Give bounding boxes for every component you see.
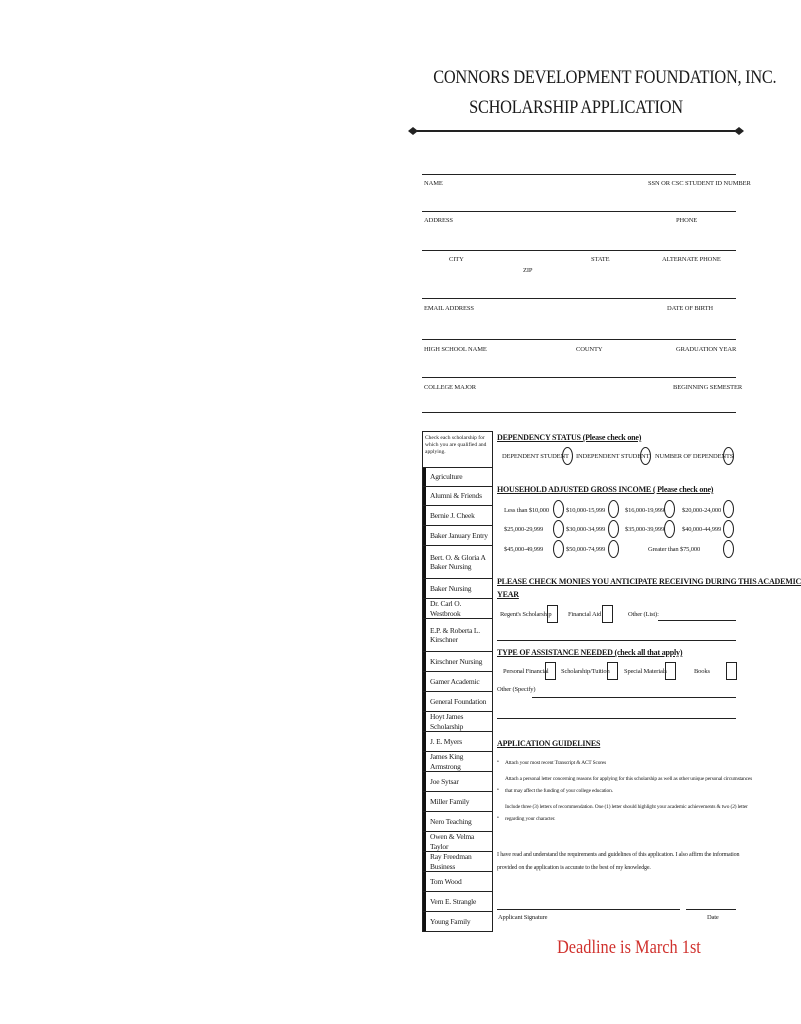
scholarship-item-owen-velma-taylor[interactable]: Owen & Velma Taylor [423,831,492,851]
signature-line [497,909,680,910]
income-option-label: Greater than $75,000 [648,546,701,553]
bullet-icon: • [497,759,499,765]
bullet-icon: • [497,815,499,821]
signature-input[interactable] [497,896,677,908]
regents-scholarship-checkbox[interactable] [547,605,558,623]
applicant-signature-label: Applicant Signature [498,914,548,921]
scholarship-item-vern-strangle[interactable]: Vern E. Strangle [423,891,492,911]
state-label: STATE [591,256,610,263]
income-radio[interactable] [664,520,675,538]
income-heading: HOUSEHOLD ADJUSTED GROSS INCOME ( Please check one) [497,485,714,494]
other-specify-label: Other (Specify) [497,686,536,693]
regents-scholarship-label: Regent's Scholarship [500,611,552,618]
income-radio[interactable] [608,520,619,538]
assistance-heading: TYPE OF ASSISTANCE NEEDED (check all that apply) [497,648,683,657]
monies-heading: PLEASE CHECK MONIES YOU ANTICIPATE RECEIVING DURING THIS ACADEMIC [497,577,801,586]
books-label: Books [694,668,710,675]
scholarship-list [422,431,493,932]
affirmation-text-cont: provided on the application is accurate to the best of my knowledge. [497,865,651,871]
personal-financial-checkbox[interactable] [545,662,556,680]
college-major-input[interactable] [424,398,724,410]
affirmation-text: I have read and understand the requirements and guidelines of this application. I also affirm the information [497,852,740,858]
high-school-input[interactable] [424,362,724,374]
field-line [658,620,736,621]
guidelines-heading: APPLICATION GUIDELINES [497,739,601,748]
scholarship-item-young-family[interactable]: Young Family [423,911,492,931]
scholarship-item-je-myers[interactable]: J. E. Myers [423,731,492,751]
other-list-label: Other (List): [628,611,659,618]
dependent-student-label: DEPENDENT STUDENT [502,453,569,460]
scholarship-item-miller-family[interactable]: Miller Family [423,791,492,811]
field-line [422,339,736,340]
ssn-label: SSN OR CSC STUDENT ID NUMBER [648,180,751,187]
income-option-label: Less than $10,000 [504,507,549,514]
income-option-label: $35,000-39,999 [625,526,665,533]
phone-label: PHONE [676,217,698,224]
income-radio[interactable] [553,520,564,538]
scholarship-item-james-king-armstrong[interactable]: James King Armstrong [423,751,492,771]
field-line [422,250,736,251]
scholarship-item-westbrook[interactable]: Dr. Carl O. Westbrook [423,598,492,618]
income-radio[interactable] [664,500,675,518]
city-state-zip-input[interactable] [424,283,724,295]
form-subtitle: SCHOLARSHIP APPLICATION [469,97,683,118]
scholarship-item-baker-nursing[interactable]: Baker Nursing [423,578,492,598]
income-option-label: $45,000-49,999 [504,546,544,553]
high-school-label: HIGH SCHOOL NAME [424,346,487,353]
personal-financial-label: Personal Financial [503,668,549,675]
scholarship-item-kirschner-nursing[interactable]: Kirschner Nursing [423,651,492,671]
scholarship-item-bert-gloria-baker[interactable]: Bert. O. & Gloria A Baker Nursing [423,545,492,578]
monies-heading-cont: YEAR [497,590,519,599]
field-line [422,377,736,378]
independent-student-label: INDEPENDENT STUDENT [576,453,650,460]
income-radio[interactable] [553,500,564,518]
bullet-icon: • [497,787,499,793]
zip-label: ZIP [523,267,533,274]
college-major-label: COLLEGE MAJOR [424,384,476,391]
scholarship-item-tom-wood[interactable]: Tom Wood [423,871,492,891]
other-specify-input[interactable] [534,684,734,696]
income-option-label: $25,000-29,999 [504,526,544,533]
guideline-letter: Attach a personal letter concerning reasons for applying for this scholarship as well as other unique personal circumstances [505,776,753,782]
field-line [532,697,736,698]
field-line [422,298,736,299]
special-materials-label: Special Materials [624,668,667,675]
scholarship-item-nero-teaching[interactable]: Nero Teaching [423,811,492,831]
email-input[interactable] [424,323,724,335]
income-option-label: $20,000-24,000 [682,507,722,514]
form-title: CONNORS DEVELOPMENT FOUNDATION, INC. [433,67,777,88]
scholarship-item-kirschner[interactable]: E.P. & Roberta L. Kirschner [423,618,492,651]
date-input[interactable] [688,896,736,908]
deadline-notice: Deadline is March 1st [557,937,701,958]
income-option-label: $40,000-44,999 [682,526,722,533]
guideline-transcript: Attach your most recent Transcript & ACT Scores [505,760,607,766]
field-line [497,718,736,719]
scholarship-item-baker-january[interactable]: Baker January Entry [423,525,492,545]
income-radio[interactable] [608,540,619,558]
income-option-label: $10,000-15,999 [566,507,606,514]
financial-aid-checkbox[interactable] [602,605,613,623]
scholarship-item-hoyt-james[interactable]: Hoyt James Scholarship [423,711,492,731]
books-checkbox[interactable] [726,662,737,680]
financial-aid-label: Financial Aid [568,611,602,618]
guideline-recommendations: Include three (3) letters of recommendation. One (1) letter should highlight your academic achievements & two (2) letter [505,804,748,810]
independent-student-radio[interactable] [640,447,651,465]
number-dependents-label: NUMBER OF DEPENDENTS [655,453,734,460]
dob-label: DATE OF BIRTH [667,305,713,312]
email-label: EMAIL ADDRESS [424,305,474,312]
income-radio[interactable] [553,540,564,558]
scholarship-item-general-foundation[interactable]: General Foundation [423,691,492,711]
scholarship-item-agriculture[interactable]: Agriculture [423,467,492,486]
name-input[interactable] [424,196,724,208]
scholarship-tuition-label: Scholarship/Tuition [561,668,610,675]
scholarship-item-alumni-friends[interactable]: Alumni & Friends [423,486,492,505]
scholarship-item-ray-freedman[interactable]: Ray Freedman Business [423,851,492,871]
number-dependents-radio[interactable] [723,447,734,465]
field-line [422,211,736,212]
scholarship-item-joe-sytsar[interactable]: Joe Sytsar [423,771,492,791]
special-materials-checkbox[interactable] [665,662,676,680]
scholarship-item-bernie-cheek[interactable]: Bernie J. Cheek [423,505,492,525]
guideline-recommendations-cont: regarding your character. [505,816,556,822]
income-radio[interactable] [723,540,734,558]
income-radio[interactable] [608,500,619,518]
alternate-phone-label: ALTERNATE PHONE [662,256,721,263]
ornamental-divider [408,126,744,136]
scholarship-tuition-checkbox[interactable] [607,662,618,680]
address-label: ADDRESS [424,217,453,224]
beginning-semester-label: BEGINNING SEMESTER [673,384,743,391]
dependency-heading: DEPENDENCY STATUS (Please check one) [497,433,642,442]
guideline-letter-cont: that may affect the funding of your college education. [505,788,613,794]
county-label: COUNTY [576,346,603,353]
scholarship-list-instructions: Check each scholarship for which you are qualified and applying. [425,435,487,455]
income-radio[interactable] [723,520,734,538]
field-line [422,412,736,413]
scholarship-item-gamer-academic[interactable]: Gamer Academic [423,671,492,691]
income-option-label: $16,000-19,999 [625,507,665,514]
graduation-year-label: GRADUATION YEAR [676,346,737,353]
dependent-student-radio[interactable] [562,447,573,465]
field-line [497,640,736,641]
date-label: Date [707,914,719,921]
other-list-input[interactable] [660,608,736,620]
address-input[interactable] [424,234,724,246]
income-radio[interactable] [723,500,734,518]
field-line [422,174,736,175]
name-label: NAME [424,180,443,187]
income-option-label: $30,000-34,999 [566,526,606,533]
date-line [686,909,736,910]
income-option-label: $50,000-74,999 [566,546,606,553]
city-label: CITY [449,256,464,263]
